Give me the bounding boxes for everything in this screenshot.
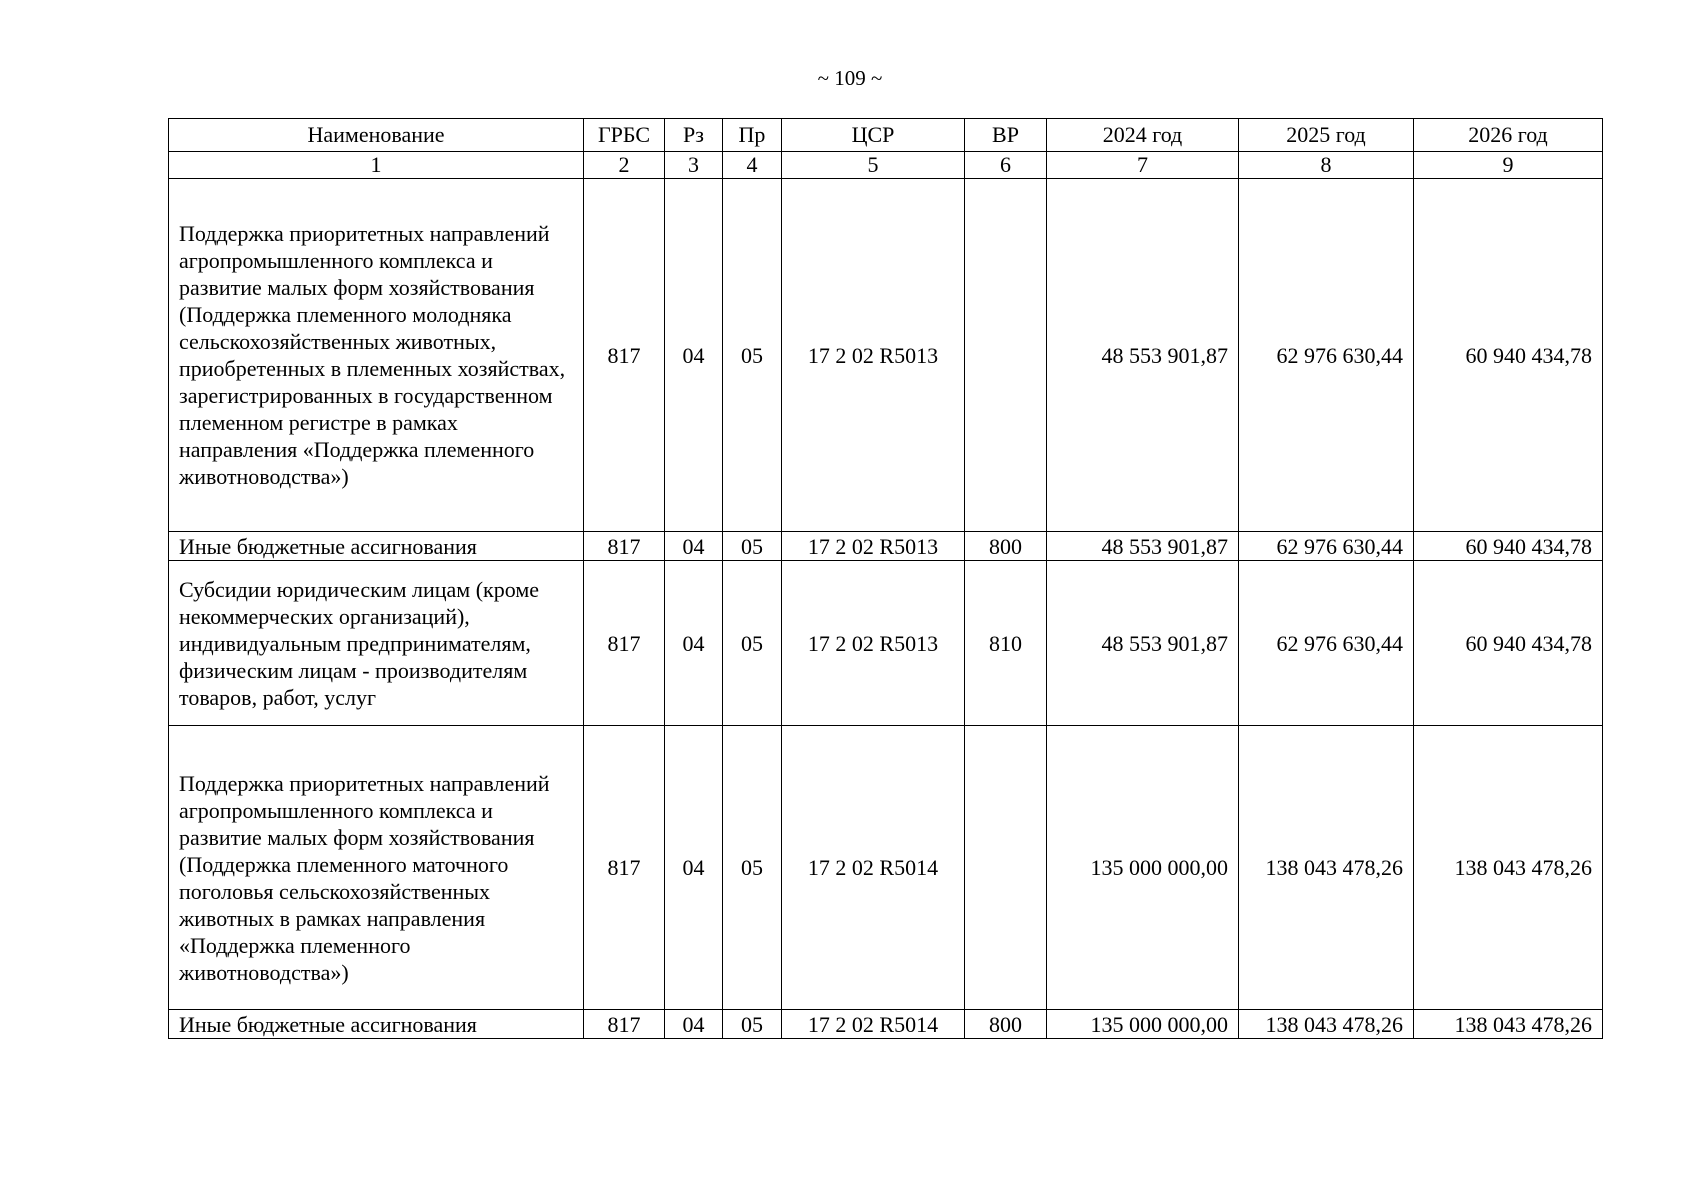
header-2025: 2025 год (1239, 119, 1414, 152)
row-2026: 60 940 434,78 (1414, 561, 1603, 726)
row-pr: 05 (723, 532, 782, 561)
row-2025: 138 043 478,26 (1239, 1010, 1414, 1039)
row-2024: 135 000 000,00 (1047, 1010, 1239, 1039)
column-number: 6 (965, 152, 1047, 179)
header-csr: ЦСР (782, 119, 965, 152)
row-2024: 48 553 901,87 (1047, 532, 1239, 561)
header-row (169, 119, 1603, 152)
row-grbs: 817 (584, 532, 665, 561)
budget-table (168, 118, 1603, 1039)
column-number: 5 (782, 152, 965, 179)
row-2026: 60 940 434,78 (1414, 179, 1603, 532)
table-row (169, 726, 1603, 1010)
row-grbs: 817 (584, 1010, 665, 1039)
table-row (169, 179, 1603, 532)
row-csr: 17 2 02 R5014 (782, 726, 965, 1010)
row-2026: 138 043 478,26 (1414, 726, 1603, 1010)
row-name: Иные бюджетные ассигнования (169, 1010, 584, 1039)
row-vr: 800 (965, 1010, 1047, 1039)
header-rz: Рз (665, 119, 723, 152)
row-csr: 17 2 02 R5014 (782, 1010, 965, 1039)
row-pr: 05 (723, 1010, 782, 1039)
row-pr: 05 (723, 179, 782, 532)
row-2026: 60 940 434,78 (1414, 532, 1603, 561)
row-csr: 17 2 02 R5013 (782, 179, 965, 532)
row-csr: 17 2 02 R5013 (782, 561, 965, 726)
row-rz: 04 (665, 1010, 723, 1039)
row-2024: 48 553 901,87 (1047, 179, 1239, 532)
row-grbs: 817 (584, 561, 665, 726)
page-number: ~ 109 ~ (817, 66, 883, 90)
header-vr: ВР (965, 119, 1047, 152)
row-2025: 62 976 630,44 (1239, 561, 1414, 726)
header-2026: 2026 год (1414, 119, 1603, 152)
row-2024: 48 553 901,87 (1047, 561, 1239, 726)
row-pr: 05 (723, 561, 782, 726)
row-grbs: 817 (584, 726, 665, 1010)
column-number: 8 (1239, 152, 1414, 179)
table-row (169, 532, 1603, 561)
row-vr: 800 (965, 532, 1047, 561)
row-2024: 135 000 000,00 (1047, 726, 1239, 1010)
table-row (169, 561, 1603, 726)
row-2025: 138 043 478,26 (1239, 726, 1414, 1010)
row-rz: 04 (665, 179, 723, 532)
row-rz: 04 (665, 532, 723, 561)
column-number: 3 (665, 152, 723, 179)
row-name: Поддержка приоритетных направлений агропромышленного комплекса и развитие малых форм хозяйствования (Поддержка племенного молодняка сельскохозяйственных животных, приобретенных в племенных хозяйствах, зарегистрированных в государственном племенном регистре в рамках направления «Поддержка племенного животноводства») (169, 179, 584, 532)
table-row (169, 1010, 1603, 1039)
row-pr: 05 (723, 726, 782, 1010)
header-grbs: ГРБС (584, 119, 665, 152)
header-2024: 2024 год (1047, 119, 1239, 152)
header-name: Наименование (169, 119, 584, 152)
column-number: 4 (723, 152, 782, 179)
row-vr: 810 (965, 561, 1047, 726)
header-pr: Пр (723, 119, 782, 152)
row-rz: 04 (665, 561, 723, 726)
column-number: 1 (169, 152, 584, 179)
column-number-row (169, 152, 1603, 179)
row-2026: 138 043 478,26 (1414, 1010, 1603, 1039)
row-2025: 62 976 630,44 (1239, 532, 1414, 561)
row-rz: 04 (665, 726, 723, 1010)
column-number: 2 (584, 152, 665, 179)
row-vr (965, 179, 1047, 532)
row-grbs: 817 (584, 179, 665, 532)
row-name: Поддержка приоритетных направлений агропромышленного комплекса и развитие малых форм хозяйствования (Поддержка племенного маточного поголовья сельскохозяйственных животных в рамках направления «Поддержка племенного животноводства») (169, 726, 584, 1010)
row-2025: 62 976 630,44 (1239, 179, 1414, 532)
column-number: 7 (1047, 152, 1239, 179)
column-number: 9 (1414, 152, 1603, 179)
row-name: Субсидии юридическим лицам (кроме некоммерческих организаций), индивидуальным предпринимателям, физическим лицам - производителям товаров, работ, услуг (169, 561, 584, 726)
row-vr (965, 726, 1047, 1010)
row-csr: 17 2 02 R5013 (782, 532, 965, 561)
row-name: Иные бюджетные ассигнования (169, 532, 584, 561)
